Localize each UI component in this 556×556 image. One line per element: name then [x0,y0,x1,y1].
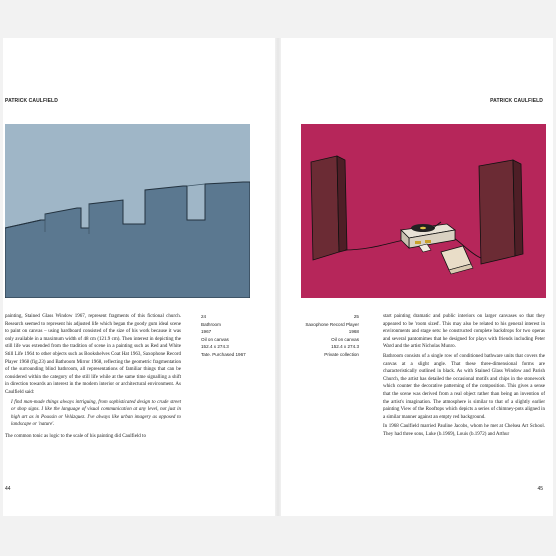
bathroom-painting-svg [5,124,250,298]
right-page [281,38,553,516]
paragraph: Bathroom consists of a single row of conditioned bathware units that covers the canvas at a slight angle. That these three-dimensional forms are characteristically outlined in black. As with Stained Glass Window and Parish Church, the artist has detailed the occasional motifs and chips in the stonework which counter the decorative patterning of the composition. This gives a sense that the scene was derived from a real object rather than being an invention of the artist's imagination. The atmosphere is similar to that of a slightly earlier painting View of the Rooftops which depicts a series of chimney-pots aligned in a similar manner against an empty red background. [383,353,545,420]
caption-number: 24 [201,314,207,319]
caption-right [281,313,359,359]
caption-title: Saxophone Record Player [305,321,359,327]
running-head-right: PATRICK CAULFIELD [490,98,543,104]
caption-medium: Oil on canvas [331,336,359,342]
book-spread [3,38,553,516]
left-page [3,38,275,516]
caption-year: 1968 [348,329,359,335]
caption-dimensions: 152.4 x 274.3 [201,344,229,350]
page-number-right: 45 [537,486,543,492]
caption-collection: Private collection [324,351,359,357]
caption-dimensions: 152.4 x 274.3 [331,344,359,350]
page-number-left: 44 [5,486,11,492]
caption-year: 1967 [201,329,212,335]
caption-left [201,313,273,359]
record-player-painting-image [301,124,546,298]
record-player-painting-svg [301,124,546,298]
paragraph: painting, Stained Glass Window 1967, represent fragments of this fictional church. Research seemed to represent his adjusted life which began the goody gum ideal scene to paint on canvas – using hardboard consisted of the size of his work because it was only available in a maximum width of 48 cm (121.9 cm). Then interest in depicting the still life was extended from the tradition of scene in a painting such as Red and White Still Life 1964 to other objects such as Bookshelves Coat Hat 1963, Saxophone Record Player 1968 (fig.23) and Bathroom Mirror 1968, reflecting the geometric fragmentation of the surrounding blind bathroom, all representations of familiar things that can be considered within the category of the still life while at the same time signalling a shift in direction towards an interest in the modern interior or architectural environment. As Caulfield said: [5,314,181,395]
caption-title: Bathroom [201,321,221,327]
caption-number: 25 [353,314,359,319]
paragraph: In 1968 Caulfield married Pauline Jacobs, whom he met at Chelsea Art School. They had three sons, Luke (b.1969), Louis (b.1972) and Arthur [383,424,545,437]
running-head-left: PATRICK CAULFIELD [5,98,58,104]
quote: I find man-made things always intriguing, from sophisticated design to crude street or shop signs. I like the language of visual communication at any level, not just in high art as in Poussin or Velázquez. I've always like urban imagery as opposed to landscape or 'nature'. [11,399,181,428]
bathroom-painting-image [5,124,250,298]
paragraph: The common tonic as logic to the scale of his painting did Caulfield to [5,433,146,439]
body-text-right [383,313,545,441]
paragraph: start painting dramatic and public interiors on larger canvases so that they appeared to be 'room sized'. This may also be related to his general interest in environments and stage sets: he constructed complete backdrops for two operas and several pantomimes that he designed for plays with friends including Peter Ward and the artist Nicholas Munro. [383,314,545,350]
caption-collection: Tate. Purchased 1967 [201,351,246,357]
caption-medium: Oil on canvas [201,336,229,342]
body-text-left [5,313,181,443]
